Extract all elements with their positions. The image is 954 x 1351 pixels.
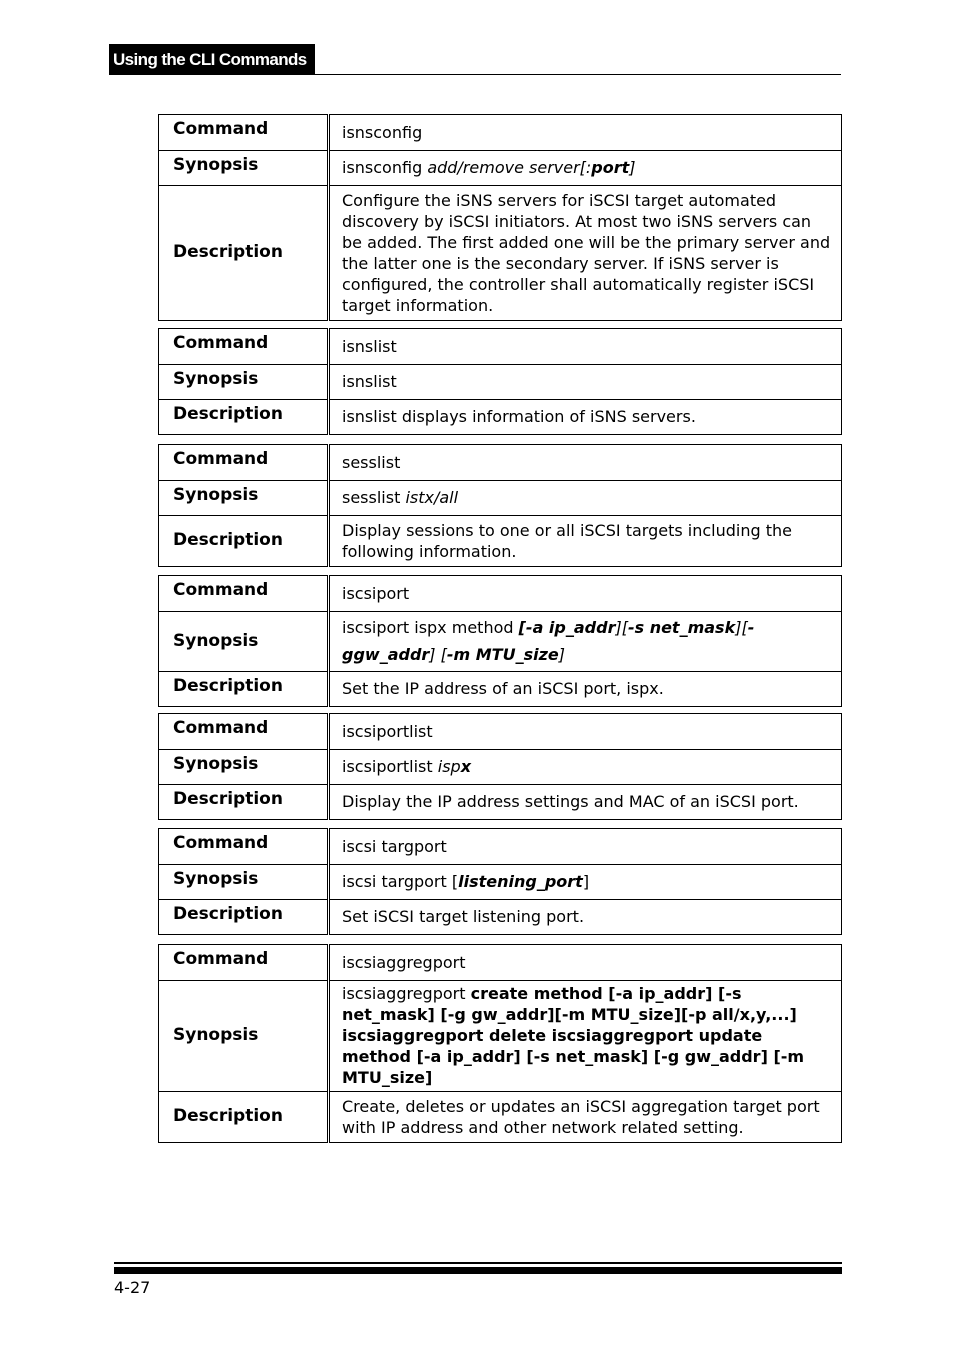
command-table-iscsiport	[158, 575, 842, 707]
synopsis-segment: add/remove server[:	[427, 158, 592, 177]
command-table-isnsconfig	[158, 114, 842, 321]
synopsis-segment: iscsi targport [	[342, 872, 459, 891]
command-row	[159, 115, 842, 151]
description-row	[159, 900, 842, 935]
synopsis-label: Synopsis	[159, 612, 329, 672]
synopsis-segment: -s net_mask	[627, 618, 736, 637]
synopsis-value	[329, 612, 842, 672]
footer-rule-thin	[114, 1262, 842, 1264]
synopsis-segment: ] [	[429, 645, 447, 664]
description-row	[159, 516, 842, 567]
description-value: Configure the iSNS servers for iSCSI target automated discovery by iSCSI initiators. At most two iSNS servers can be added. The first added one will be the primary server and the latter one is the secondary server. If iSNS server is configured, the controller shall automatically register iSCSI target information.	[329, 186, 842, 321]
command-table-isnslist	[158, 328, 842, 435]
command-label: Command	[159, 829, 329, 865]
synopsis-segment: iscsiportlist	[342, 757, 438, 776]
command-label: Command	[159, 329, 329, 365]
synopsis-segment: -ggw_addr	[342, 618, 755, 664]
synopsis-value	[329, 481, 842, 516]
synopsis-label: Synopsis	[159, 481, 329, 516]
synopsis-value	[329, 981, 842, 1092]
description-row	[159, 186, 842, 321]
synopsis-value	[329, 151, 842, 186]
synopsis-label: Synopsis	[159, 365, 329, 400]
synopsis-segment: x	[460, 757, 472, 776]
description-value: Create, deletes or updates an iSCSI aggregation target port with IP address and other network related setting.	[329, 1092, 842, 1143]
description-label: Description	[159, 900, 329, 935]
command-label: Command	[159, 945, 329, 981]
description-value: Set the IP address of an iSCSI port, ispx.	[329, 672, 842, 707]
synopsis-label: Synopsis	[159, 151, 329, 186]
synopsis-row	[159, 981, 842, 1092]
command-value: iscsiaggregport	[329, 945, 842, 981]
description-row	[159, 1092, 842, 1143]
command-label: Command	[159, 115, 329, 151]
section-header-tab	[109, 44, 315, 74]
synopsis-row	[159, 365, 842, 400]
command-row	[159, 576, 842, 612]
synopsis-row	[159, 481, 842, 516]
description-value: Display the IP address settings and MAC of an iSCSI port.	[329, 785, 842, 820]
command-label: Command	[159, 445, 329, 481]
synopsis-segment: isnslist	[342, 372, 397, 391]
command-label: Command	[159, 714, 329, 750]
synopsis-segment: ]	[629, 158, 636, 177]
synopsis-label: Synopsis	[159, 981, 329, 1092]
description-label: Description	[159, 672, 329, 707]
synopsis-row	[159, 151, 842, 186]
synopsis-label: Synopsis	[159, 865, 329, 900]
synopsis-row	[159, 750, 842, 785]
command-value: iscsi targport	[329, 829, 842, 865]
description-label: Description	[159, 516, 329, 567]
synopsis-row	[159, 612, 842, 672]
description-value: Set iSCSI target listening port.	[329, 900, 842, 935]
description-value: isnslist displays information of iSNS servers.	[329, 400, 842, 435]
synopsis-label: Synopsis	[159, 750, 329, 785]
synopsis-segment: iscsiaggregport	[342, 984, 471, 1003]
section-header-title: Using the CLI Commands	[113, 50, 307, 69]
command-row	[159, 945, 842, 981]
command-value: sesslist	[329, 445, 842, 481]
synopsis-segment: create method [-a ip_addr] [-s net_mask] [-g gw_addr][-m MTU_size][-p all/x,y,...] iscsiaggregport delete iscsiaggregport update method [-a ip_addr] [-s net_mask] [-g gw_addr] [-m MTU_size]	[342, 984, 805, 1087]
synopsis-segment: ][	[735, 618, 748, 637]
command-table-iscsiaggregport	[158, 944, 842, 1143]
synopsis-segment: isp	[437, 757, 461, 776]
command-value: iscsiport	[329, 576, 842, 612]
description-label: Description	[159, 400, 329, 435]
command-value: iscsiportlist	[329, 714, 842, 750]
command-row	[159, 714, 842, 750]
synopsis-segment: port	[591, 158, 630, 177]
synopsis-segment: sesslist	[342, 488, 406, 507]
command-row	[159, 329, 842, 365]
command-table-iscsi-targport	[158, 828, 842, 935]
synopsis-segment: listening_port	[458, 872, 583, 891]
description-label: Description	[159, 186, 329, 321]
synopsis-value	[329, 365, 842, 400]
command-label: Command	[159, 576, 329, 612]
command-table-iscsiportlist	[158, 713, 842, 820]
synopsis-segment: iscsiport ispx method	[342, 618, 519, 637]
synopsis-segment: ][	[615, 618, 628, 637]
description-row	[159, 672, 842, 707]
synopsis-segment: isnsconfig	[342, 158, 428, 177]
description-row	[159, 785, 842, 820]
synopsis-row	[159, 865, 842, 900]
description-label: Description	[159, 785, 329, 820]
command-value: isnslist	[329, 329, 842, 365]
description-row	[159, 400, 842, 435]
footer-rule-thick	[114, 1267, 842, 1274]
header-rule	[109, 74, 841, 75]
command-row	[159, 445, 842, 481]
synopsis-value	[329, 750, 842, 785]
description-label: Description	[159, 1092, 329, 1143]
synopsis-segment: [-a ip_addr	[518, 618, 616, 637]
synopsis-segment: -m MTU_size	[446, 645, 559, 664]
synopsis-segment: ]	[582, 872, 590, 891]
description-value: Display sessions to one or all iSCSI targets including the following information.	[329, 516, 842, 567]
command-table-sesslist	[158, 444, 842, 567]
command-value: isnsconfig	[329, 115, 842, 151]
page-number: 4-27	[114, 1278, 151, 1297]
synopsis-segment: istx/all	[405, 488, 459, 507]
synopsis-value	[329, 865, 842, 900]
synopsis-segment: ]	[558, 645, 565, 664]
command-row	[159, 829, 842, 865]
